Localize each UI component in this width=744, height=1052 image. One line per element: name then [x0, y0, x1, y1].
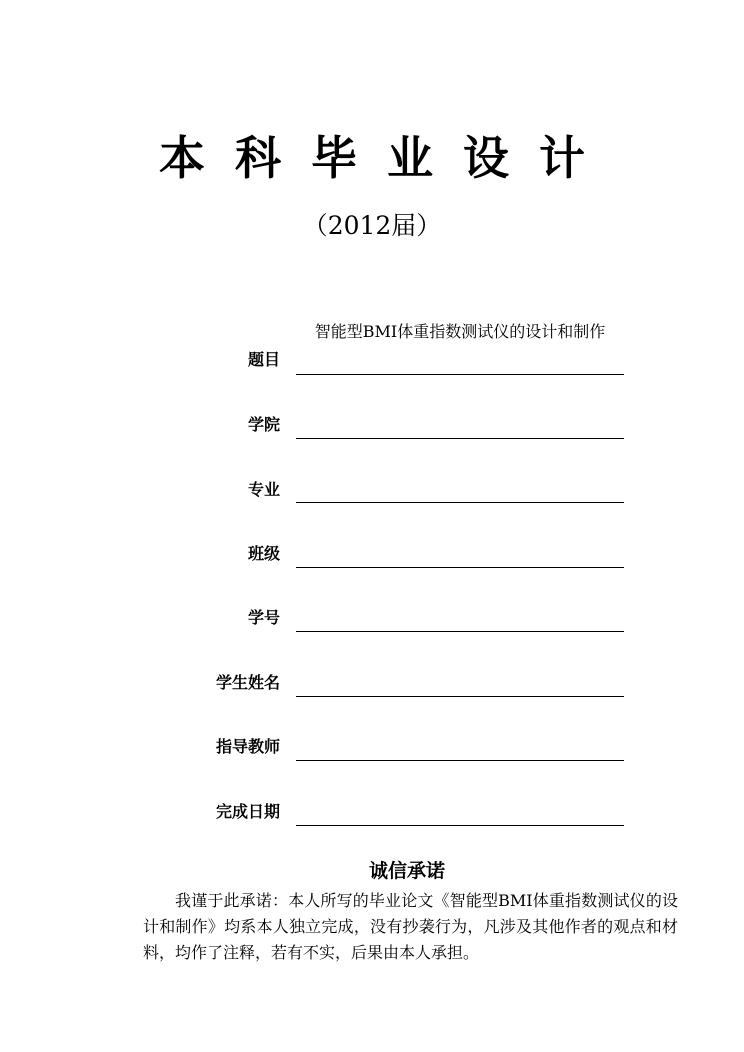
field-line-major	[296, 502, 624, 503]
document-title: 本科毕业设计	[159, 131, 615, 185]
pledge-body: 我谨于此承诺：本人所写的毕业论文《智能型BMI体重指数测试仪的设计和制作》均系本人独立完成，没有抄袭行为，凡涉及其他作者的观点和材料，均作了注释，若有不实，后果由本人承担。	[143, 891, 678, 962]
pledge-title: 诚信承诺	[368, 860, 445, 882]
field-label-major: 专业	[247, 480, 280, 499]
field-line-college	[296, 438, 624, 439]
field-value-topic: 智能型BMI体重指数测试仪的设计和制作	[314, 322, 606, 341]
field-line-class	[296, 567, 624, 568]
field-label-college: 学院	[247, 415, 280, 434]
field-label-completion-date: 完成日期	[215, 802, 280, 821]
graduation-year: （2012届）	[302, 211, 442, 240]
field-label-student-id: 学号	[247, 608, 280, 627]
field-label-student-name: 学生姓名	[215, 673, 280, 692]
field-line-student-id	[296, 631, 624, 632]
field-label-topic: 题目	[247, 350, 280, 369]
field-label-class: 班级	[247, 544, 280, 563]
field-line-completion-date	[296, 825, 624, 826]
field-line-advisor	[296, 760, 624, 761]
field-line-topic	[296, 374, 624, 375]
field-label-advisor: 指导教师	[215, 737, 280, 756]
field-line-student-name	[296, 696, 624, 697]
